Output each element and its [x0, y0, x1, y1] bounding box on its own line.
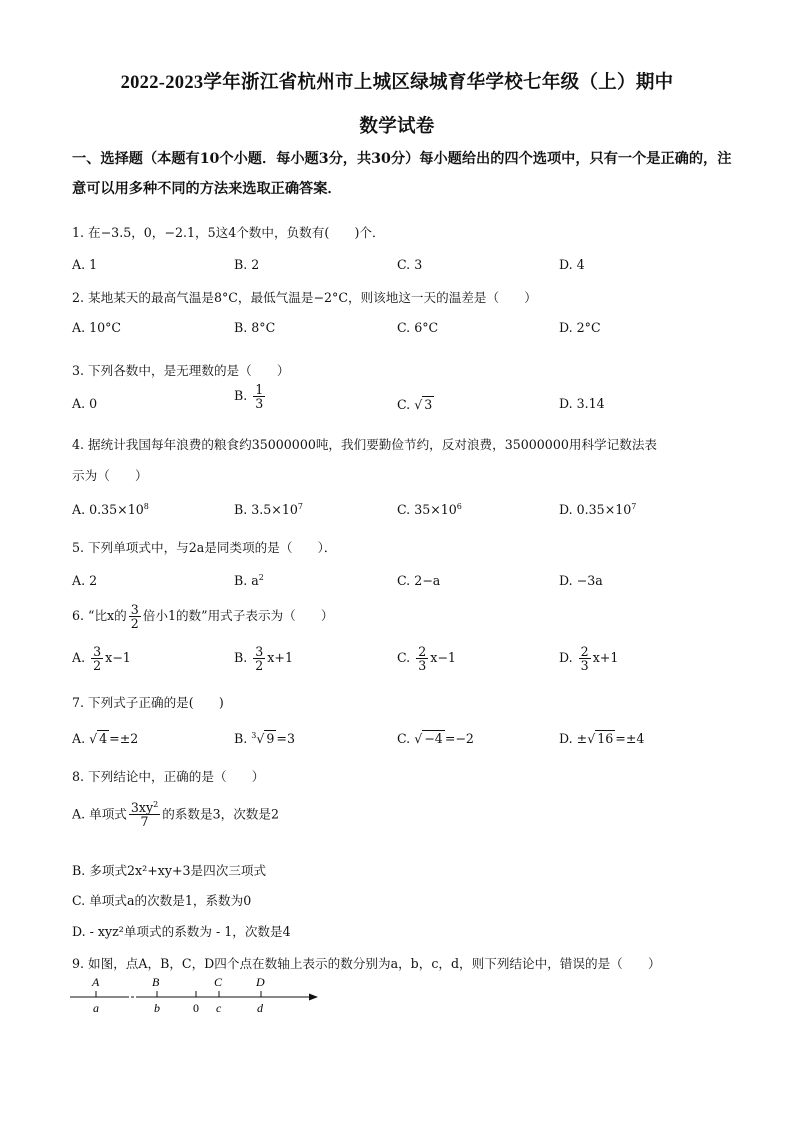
- point-value-d: d: [257, 1001, 263, 1015]
- denominator: 3: [418, 658, 427, 674]
- numerator: [129, 801, 160, 815]
- fraction-3xy2-over-7: [129, 801, 160, 829]
- option-label: C.: [397, 731, 411, 746]
- question-4-option-b[interactable]: [234, 502, 303, 517]
- question-7-option-a[interactable]: A. √ 4 =±2: [72, 731, 139, 746]
- exponent: 8: [143, 502, 149, 511]
- option-text: A. 0.35×10: [72, 502, 144, 518]
- numerator: 3: [93, 644, 102, 659]
- question-1-post: 这4个数中，负数有( )个．: [215, 225, 385, 240]
- radicand: −4: [424, 731, 443, 746]
- numerator: 2: [418, 644, 427, 659]
- point-label-d-upper: D: [256, 975, 265, 989]
- question-5-option-b[interactable]: [234, 573, 264, 588]
- question-4-option-c[interactable]: [397, 502, 462, 517]
- question-2-option-b[interactable]: B. 8°C: [234, 320, 276, 335]
- radicand: 16: [597, 731, 614, 746]
- question-4-stem-line1: 4. 据统计我国每年浪费的粮食约35000000吨，我们要勤俭节约，反对浪费，35000000用科学记数法表: [72, 437, 658, 452]
- numerator: 3: [255, 644, 264, 659]
- question-4-option-d[interactable]: [559, 502, 636, 517]
- denominator: 3: [255, 396, 264, 412]
- option-tail: =3: [276, 731, 295, 746]
- question-2-option-c[interactable]: C. 6°C: [397, 320, 439, 335]
- question-3-option-b-label: B.: [234, 388, 248, 404]
- question-8-option-a[interactable]: [72, 801, 279, 829]
- question-4-stem-line2: 示为（ ）: [72, 468, 148, 483]
- option-text: B. a: [234, 573, 259, 589]
- question-5-option-d[interactable]: D. −3a: [559, 573, 603, 588]
- question-6-option-c[interactable]: [397, 645, 456, 672]
- option-text: C. 35×10: [397, 502, 457, 518]
- sqrt-sign: √: [414, 397, 423, 412]
- denominator: 3: [580, 658, 589, 674]
- exponent: 2: [153, 800, 159, 809]
- fraction: [416, 645, 428, 672]
- point-value-a: a: [93, 1001, 99, 1015]
- question-1-option-d[interactable]: D. 4: [559, 257, 585, 272]
- number-line-arrow: [309, 994, 318, 1001]
- option-label: C.: [397, 650, 411, 666]
- question-7-option-b[interactable]: B. $^3$√ 9 =3: [234, 730, 295, 746]
- option-tail: x+1: [267, 650, 293, 666]
- stem-pre: 6. “比x的: [72, 608, 127, 624]
- option-label: D.: [559, 731, 573, 746]
- question-5-option-c[interactable]: C. 2−a: [397, 573, 441, 588]
- numerator: 3: [130, 602, 139, 617]
- radicand: 3: [424, 397, 433, 412]
- option-label: B.: [234, 650, 248, 666]
- point-value-b: b: [154, 1001, 160, 1015]
- option-tail: =±2: [109, 731, 139, 746]
- numerator: 2: [580, 644, 589, 659]
- question-1-numbers: −3.5，0，−2.1，5: [100, 225, 216, 240]
- question-2-option-d[interactable]: D. 2°C: [559, 320, 601, 335]
- option-tail: x−1: [430, 650, 456, 666]
- exam-title-line2: 数学试卷: [359, 117, 435, 137]
- option-label: A.: [72, 731, 86, 746]
- point-label-a-upper: A: [92, 975, 100, 989]
- question-3-option-c-label: C.: [397, 397, 411, 412]
- question-3-option-c[interactable]: [397, 396, 434, 412]
- question-6-option-a[interactable]: [72, 645, 131, 672]
- denominator: 2: [93, 658, 102, 674]
- question-3-option-d[interactable]: D. 3.14: [559, 396, 605, 411]
- question-1-option-a[interactable]: A. 1: [72, 257, 98, 272]
- section-heading: 一、选择题（本题有10个小题．每小题3分，共30分）每小题给出的四个选项中，只有一个是正确的，注意可以用多种不同的方法来选取正确答案．: [72, 151, 732, 197]
- question-6-option-d[interactable]: [559, 645, 618, 672]
- question-5-option-a[interactable]: A. 2: [72, 573, 98, 588]
- option-post: 的系数是3，次数是2: [162, 806, 279, 822]
- denominator: 2: [130, 616, 139, 632]
- exponent: 7: [297, 502, 303, 511]
- question-7-stem: 7. 下列式子正确的是( ): [72, 695, 224, 710]
- numerator-text: 3xy: [130, 800, 154, 816]
- option-text: D. 0.35×10: [559, 502, 632, 518]
- option-tail: =±4: [615, 731, 645, 746]
- question-8-option-c[interactable]: C. 单项式a的次数是1，系数为0: [72, 893, 252, 908]
- fraction-three-halves: [129, 603, 141, 630]
- radicand: 9: [266, 731, 275, 746]
- question-9-stem: 9. 如图，点A，B，C，D四个点在数轴上表示的数分别为a，b，c，d，则下列结论中，错误的是（ ）: [72, 956, 661, 971]
- question-1-option-b[interactable]: B. 2: [234, 257, 260, 272]
- exponent: 7: [631, 502, 637, 511]
- question-6-stem: [72, 603, 334, 630]
- question-8-option-d[interactable]: D. - xyz²单项式的系数为 - 1，次数是4: [72, 924, 291, 939]
- stem-post: 倍小1的数”用式子表示为（ ）: [142, 608, 334, 624]
- fraction: [579, 645, 591, 672]
- question-2-stem: 2. 某地某天的最高气温是8°C，最低气温是−2°C，则该地这一天的温差是（ ）: [72, 290, 537, 305]
- question-6-option-b[interactable]: [234, 645, 293, 672]
- exponent: 2: [258, 573, 264, 582]
- exam-title-line1: 2022-2023学年浙江省杭州市上城区绿城育华学校七年级（上）期中: [120, 73, 674, 93]
- point-label-c-upper: C: [214, 975, 223, 989]
- plus-minus: ±: [576, 731, 588, 746]
- point-value-c: c: [216, 1001, 222, 1015]
- question-3-option-b[interactable]: [234, 383, 267, 410]
- number-line-figure: [66, 970, 326, 1020]
- option-tail: =−2: [444, 731, 474, 746]
- option-label: B.: [234, 731, 248, 746]
- fraction: [91, 645, 103, 672]
- fraction: [253, 645, 265, 672]
- question-1-stem: [72, 222, 385, 241]
- question-1-pre: 1. 在: [72, 225, 101, 240]
- fraction-one-third: [253, 383, 265, 410]
- option-tail: x+1: [592, 650, 619, 666]
- radicand: 4: [99, 731, 108, 746]
- option-label: A.: [72, 650, 86, 666]
- option-label: D.: [559, 650, 573, 666]
- point-value-zero: 0: [193, 1001, 199, 1015]
- question-4-option-a[interactable]: [72, 502, 149, 517]
- question-3-stem: 3. 下列各数中，是无理数的是（ ）: [72, 363, 290, 378]
- question-8-option-b[interactable]: B. 多项式2x²+xy+3是四次三项式: [72, 863, 267, 878]
- question-7-option-d[interactable]: D. ±√ 16 =±4: [559, 731, 645, 746]
- point-label-b-upper: B: [152, 975, 160, 989]
- numerator: 1: [255, 382, 264, 397]
- question-5-stem: 5. 下列单项式中，与2a是同类项的是（ ）．: [72, 540, 337, 555]
- option-text: B. 3.5×10: [234, 502, 298, 518]
- option-tail: x−1: [105, 650, 131, 666]
- question-7-option-c[interactable]: C. √ −4 =−2: [397, 731, 474, 746]
- question-2-option-a[interactable]: A. 10°C: [72, 320, 122, 335]
- question-1-option-c[interactable]: C. 3: [397, 257, 423, 272]
- question-8-stem: 8. 下列结论中，正确的是（ ）: [72, 769, 265, 784]
- root-index: 3: [251, 730, 257, 740]
- denominator: 7: [140, 814, 149, 830]
- exponent: 6: [456, 502, 462, 511]
- question-3-option-a[interactable]: A. 0: [72, 396, 98, 411]
- option-pre: A. 单项式: [72, 806, 127, 822]
- denominator: 2: [255, 658, 264, 674]
